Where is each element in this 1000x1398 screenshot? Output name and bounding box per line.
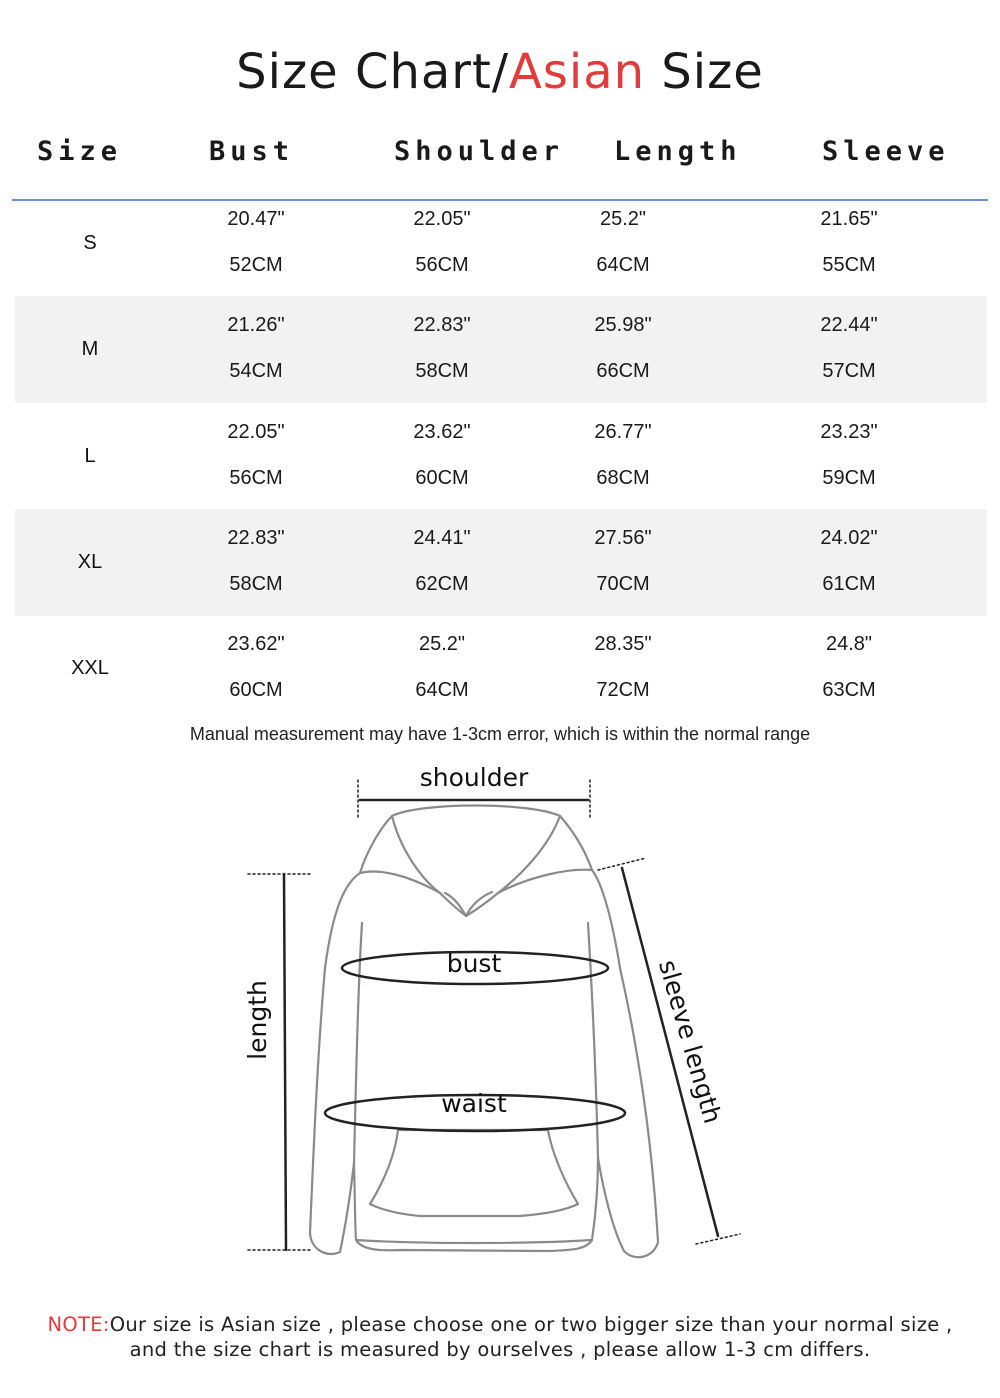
hem-line bbox=[356, 1240, 592, 1243]
shoulder-label: shoulder bbox=[419, 763, 529, 792]
header-sleeve: Sleeve bbox=[822, 136, 950, 167]
bust-label: bust bbox=[446, 949, 502, 978]
table-row: XXL 23.62" 60CM 25.2" 64CM 28.35" 72CM 24.8" 63CM bbox=[71, 633, 876, 701]
size-note bbox=[40, 1312, 960, 1362]
table-row: M 21.26" 54CM 22.83" 58CM 25.98" 66CM 22.44" 57CM bbox=[15, 296, 987, 403]
sleeve-length-label: sleeve length bbox=[653, 956, 728, 1127]
title-tail: Size bbox=[645, 44, 764, 100]
title-accent: Asian bbox=[509, 44, 646, 100]
disclaimer: Manual measurement may have 1-3cm error, which is within the normal range bbox=[189, 724, 811, 744]
waist-label: waist bbox=[441, 1089, 507, 1118]
length-label: length bbox=[243, 980, 272, 1060]
note-lead: NOTE: bbox=[47, 1313, 110, 1336]
table-row: XL 22.83" 58CM 24.41" 62CM 27.56" 70CM 24.02" 61CM bbox=[15, 509, 987, 616]
header-length: Length bbox=[614, 136, 742, 167]
table-row: L 22.05" 56CM 23.62" 60CM 26.77" 68CM 23.23" 59CM bbox=[84, 421, 878, 489]
hoodie-diagram bbox=[0, 758, 1000, 1278]
kangaroo-pocket bbox=[370, 1130, 578, 1216]
table-header bbox=[0, 136, 1000, 184]
header-shoulder: Shoulder bbox=[394, 136, 565, 167]
header-bust: Bust bbox=[209, 136, 295, 167]
header-size: Size bbox=[37, 136, 123, 167]
title-main: Size Chart/ bbox=[236, 44, 510, 100]
table-row: S 20.47" 52CM 22.05" 56CM 25.2" 64CM 21.65" 55CM bbox=[83, 208, 878, 276]
note-text: Our size is Asian size , please choose one or two bigger size than your normal size , and the size chart is measured by ourselves , please allow 1-3 cm differs. bbox=[109, 1313, 953, 1361]
page-title bbox=[0, 44, 1000, 100]
